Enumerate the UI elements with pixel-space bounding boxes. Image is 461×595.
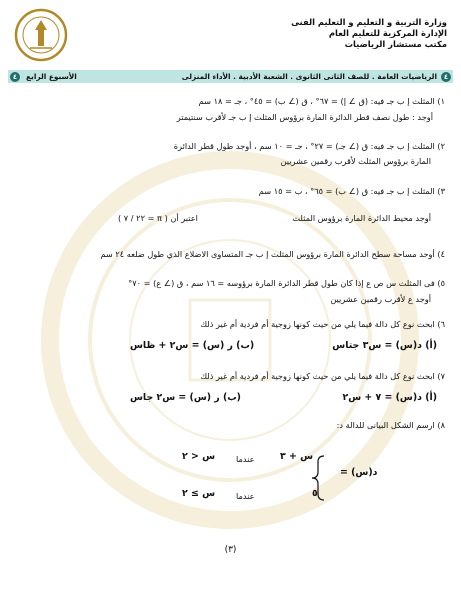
banner-subject: الرياضيات العامة . للصف الثانى الثانوى . الشعبة الأدبية . الأداء المنزلى bbox=[181, 72, 437, 81]
piecewise-row1-when: عندما bbox=[236, 454, 255, 464]
header-line-1: وزارة التربية و التعليم و التعليم الفنى bbox=[291, 17, 447, 27]
ministry-header bbox=[177, 17, 447, 50]
question-6-part-b: (ب) ر (س) = س٢ + ظاس bbox=[130, 340, 255, 351]
question-4: ٤) أوجد مساحة سطح الدائرة المارة برؤوس المثلث إ ب جـ المتساوى الاضلاع الذي طول ضلعه ٢٤ سم bbox=[100, 249, 445, 259]
question-3-pi-note: اعتبر أن ( π = ٢٢ / ٧ ) bbox=[118, 213, 198, 223]
header-line-3: مكتب مستشار الرياضيات bbox=[344, 39, 447, 49]
banner-week: الأسبوع الرابع bbox=[26, 72, 77, 81]
question-3-line-2: أوجد محيط الدائرة المارة برؤوس المثلث bbox=[292, 213, 431, 223]
page-number: (٣) bbox=[224, 545, 237, 555]
question-7-part-a: (أ) د(س) = ٧ + س٢ bbox=[342, 392, 437, 403]
question-1-line-1: ١) المثلث إ ب جـ فيه: (ق ∠ إ) = ٦٧° ، ق (∠ ب) = ٤٥° ، جـ = ١٨ سم bbox=[198, 96, 445, 106]
question-7-part-b: (ب) ر (س) = س٢ جاس bbox=[130, 392, 241, 403]
piecewise-lhs: د(س) = bbox=[340, 467, 378, 478]
piecewise-row2-expr: ٥ bbox=[312, 488, 318, 499]
question-7: ٧) ابحث نوع كل دالة فيما يلي من حيث كونها زوجية أم فردية أم غير ذلك bbox=[200, 371, 445, 381]
question-5-line-1: ٥) فى المثلث س ص ع إذا كان طول قطر الدائرة المارة برؤوسه = ١٦ سم ، ق (∠ ع) = ٧٠° bbox=[128, 278, 445, 288]
question-1-line-2: أوجد : طول نصف قطر الدائرة المارة برؤوس المثلث إ ب جـ لأقرب سنتيمتر bbox=[176, 112, 433, 122]
header-line-2: الإدارة المركزية للتعليم العام bbox=[328, 28, 447, 38]
ministry-logo-icon bbox=[14, 8, 68, 62]
question-6-part-a: (أ) د(س) = س٣ جتاس bbox=[332, 340, 437, 351]
question-3-line-1: ٣) المثلث إ ب جـ فيه: ق (∠ ب) = ٦٥° ، ب = ١٥ سم bbox=[258, 186, 445, 196]
question-5-line-2: أوجد ع لأقرب رقمين عشريين bbox=[330, 294, 431, 304]
question-8: ٨) ارسم الشكل البيانى للدالة د: bbox=[336, 420, 445, 430]
piecewise-row2-when: عندما bbox=[236, 491, 255, 501]
number-badge-right: ٤ bbox=[441, 72, 451, 82]
question-6: ٦) ابحث نوع كل دالة فيما يلي من حيث كونها زوجية أم فردية أم غير ذلك bbox=[200, 319, 445, 329]
piecewise-row1-cond: س < ٢ bbox=[182, 451, 216, 462]
subject-banner bbox=[8, 70, 453, 83]
question-2-line-2: المارة برؤوس المثلث لأقرب رقمين عشريين bbox=[280, 156, 431, 166]
number-badge-left: ٤ bbox=[10, 72, 20, 82]
piecewise-row1-expr: س + ٣ bbox=[280, 451, 314, 462]
question-2-line-1: ٢) المثلث إ ب جـ فيه: ق (∠ جـ) = ٢٧° ، جـ = ١٠ سم ، أوجد طول قطر الدائرة bbox=[173, 141, 445, 151]
piecewise-row2-cond: س ≥ ٢ bbox=[182, 488, 216, 499]
